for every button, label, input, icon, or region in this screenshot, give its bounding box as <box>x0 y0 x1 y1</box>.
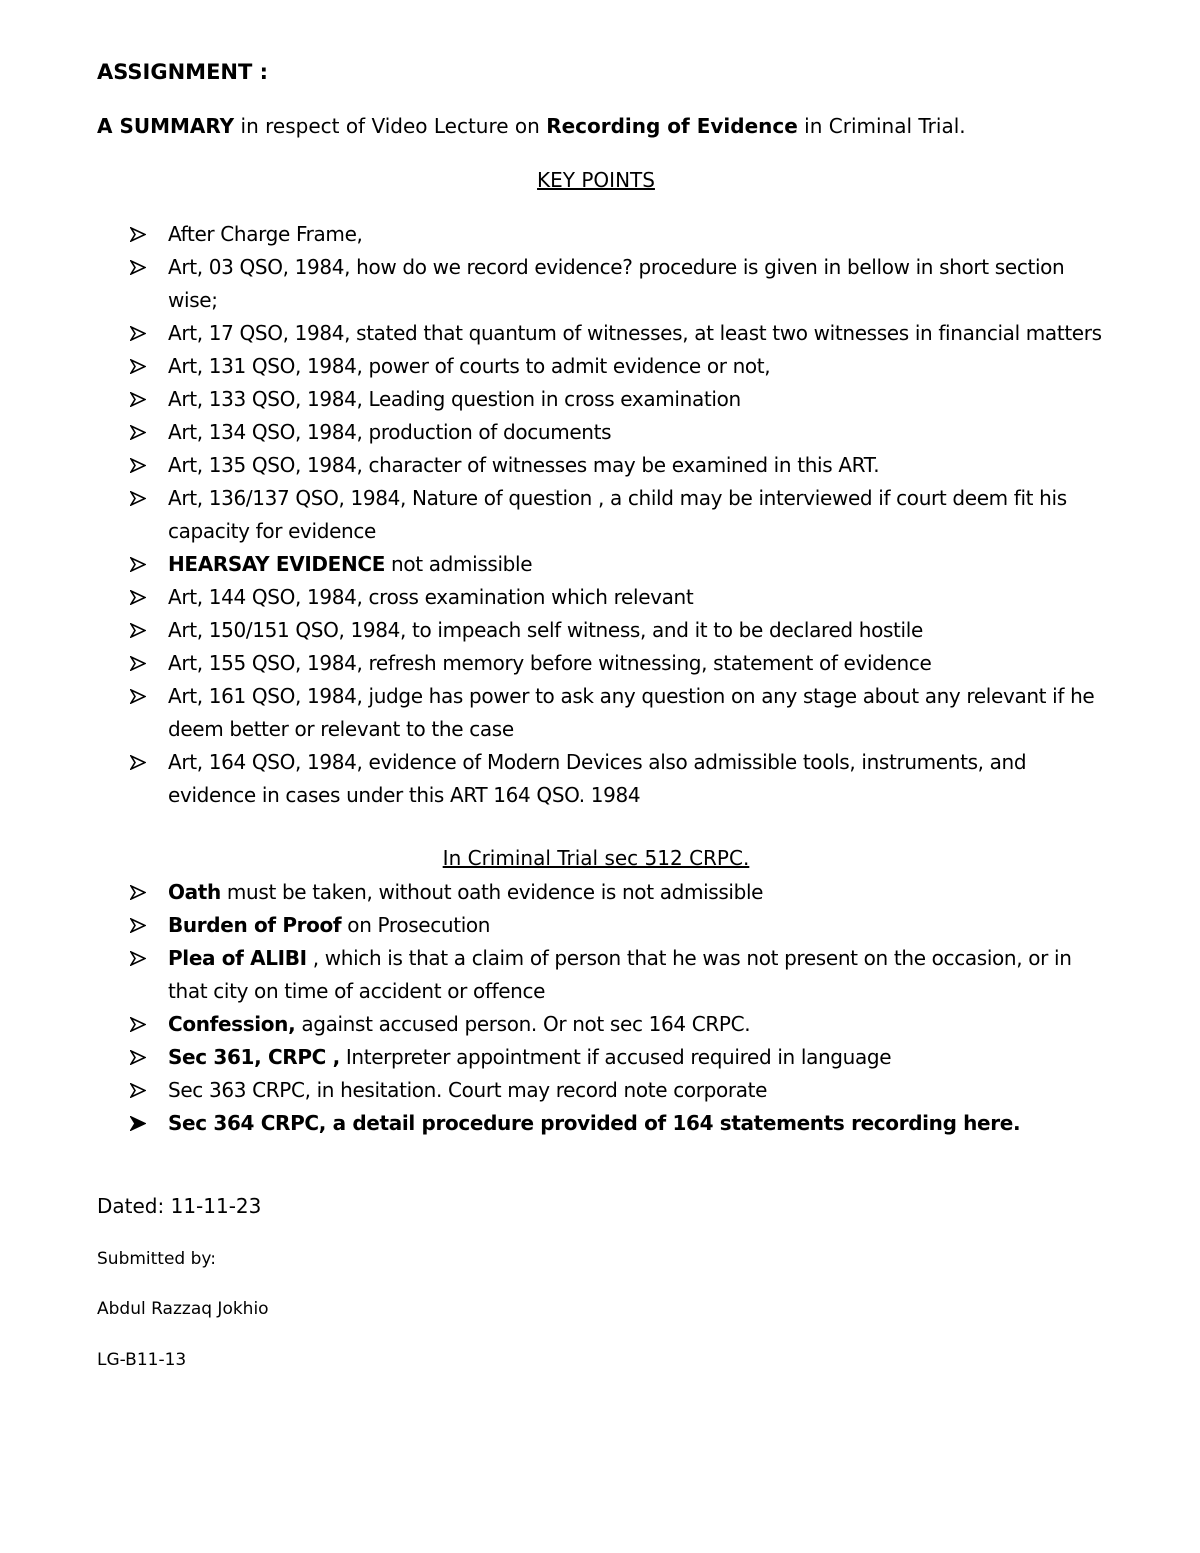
arrow-bullet-icon <box>128 416 150 449</box>
list-item: Art, 131 QSO, 1984, power of courts to admit evidence or not, <box>128 350 1108 383</box>
summary-bold-1: A SUMMARY <box>97 114 235 138</box>
list-item: Art, 164 QSO, 1984, evidence of Modern Devices also admissible tools, instruments, and evidence in cases under this ART 164 QSO. 1984 <box>128 746 1108 812</box>
assignment-heading: ASSIGNMENT : <box>97 60 269 84</box>
summary-text-2: in Criminal Trial. <box>797 114 966 138</box>
arrow-bullet-icon <box>128 218 150 251</box>
arrow-bullet-icon <box>128 482 150 515</box>
summary-line <box>97 112 966 140</box>
key-points-title: KEY POINTS <box>537 168 655 192</box>
key-points-list <box>128 218 1108 812</box>
dated-line <box>97 1193 261 1219</box>
list-item: Art, 135 QSO, 1984, character of witnesses may be examined in this ART. <box>128 449 1108 482</box>
arrow-bullet-icon <box>128 942 150 975</box>
list-item: Sec 361, CRPC , Interpreter appointment if accused required in language <box>128 1041 1108 1074</box>
list-item: Oath must be taken, without oath evidence is not admissible <box>128 876 1108 909</box>
list-item: Art, 17 QSO, 1984, stated that quantum of witnesses, at least two witnesses in financial matters <box>128 317 1108 350</box>
arrow-bullet-icon <box>128 581 150 614</box>
arrow-bullet-icon <box>128 317 150 350</box>
list-item: Art, 155 QSO, 1984, refresh memory before witnessing, statement of evidence <box>128 647 1108 680</box>
arrow-bullet-icon <box>128 383 150 416</box>
dated-label: Dated: <box>97 1194 171 1218</box>
list-item-hearsay: HEARSAY EVIDENCE not admissible <box>128 548 1108 581</box>
arrow-bullet-icon <box>128 350 150 383</box>
list-item: Plea of ALIBI , which is that a claim of person that he was not present on the occasion, or in that city on time of accident or offence <box>128 942 1108 1008</box>
arrow-bullet-icon <box>128 1107 150 1140</box>
summary-text-1: in respect of Video Lecture on <box>234 114 547 138</box>
arrow-bullet-icon <box>128 1074 150 1107</box>
arrow-bullet-icon <box>128 251 150 284</box>
arrow-bullet-icon <box>128 876 150 909</box>
author-name: Abdul Razzaq Jokhio <box>97 1299 269 1319</box>
arrow-bullet-icon <box>128 1008 150 1041</box>
list-item: After Charge Frame, <box>128 218 1108 251</box>
arrow-bullet-icon <box>128 449 150 482</box>
list-item: Burden of Proof on Prosecution <box>128 909 1108 942</box>
arrow-bullet-icon <box>128 909 150 942</box>
submitted-by-label: Submitted by: <box>97 1249 216 1269</box>
list-item: Sec 364 CRPC, a detail procedure provided of 164 statements recording here. <box>128 1107 1108 1140</box>
dated-value: 11-11-23 <box>170 1194 262 1218</box>
arrow-bullet-icon <box>128 746 150 779</box>
list-item: Sec 363 CRPC, in hesitation. Court may record note corporate <box>128 1074 1108 1107</box>
list-item: Art, 136/137 QSO, 1984, Nature of question , a child may be interviewed if court deem fit his capacity for evidence <box>128 482 1108 548</box>
list-item: Art, 150/151 QSO, 1984, to impeach self witness, and it to be declared hostile <box>128 614 1108 647</box>
criminal-trial-title: In Criminal Trial sec 512 CRPC. <box>442 846 750 870</box>
list-item: Confession, against accused person. Or not sec 164 CRPC. <box>128 1008 1108 1041</box>
list-item: Art, 144 QSO, 1984, cross examination which relevant <box>128 581 1108 614</box>
author-code: LG-B11-13 <box>97 1350 187 1370</box>
list-item: Art, 03 QSO, 1984, how do we record evidence? procedure is given in bellow in short section wise; <box>128 251 1108 317</box>
arrow-bullet-icon <box>128 647 150 680</box>
criminal-points-list <box>128 876 1108 1140</box>
list-item: Art, 161 QSO, 1984, judge has power to ask any question on any stage about any relevant if he deem better or relevant to the case <box>128 680 1108 746</box>
arrow-bullet-icon <box>128 548 150 581</box>
arrow-bullet-icon <box>128 680 150 713</box>
list-item: Art, 133 QSO, 1984, Leading question in cross examination <box>128 383 1108 416</box>
arrow-bullet-icon <box>128 1041 150 1074</box>
arrow-bullet-icon <box>128 614 150 647</box>
list-item: Art, 134 QSO, 1984, production of documents <box>128 416 1108 449</box>
summary-bold-2: Recording of Evidence <box>546 114 798 138</box>
